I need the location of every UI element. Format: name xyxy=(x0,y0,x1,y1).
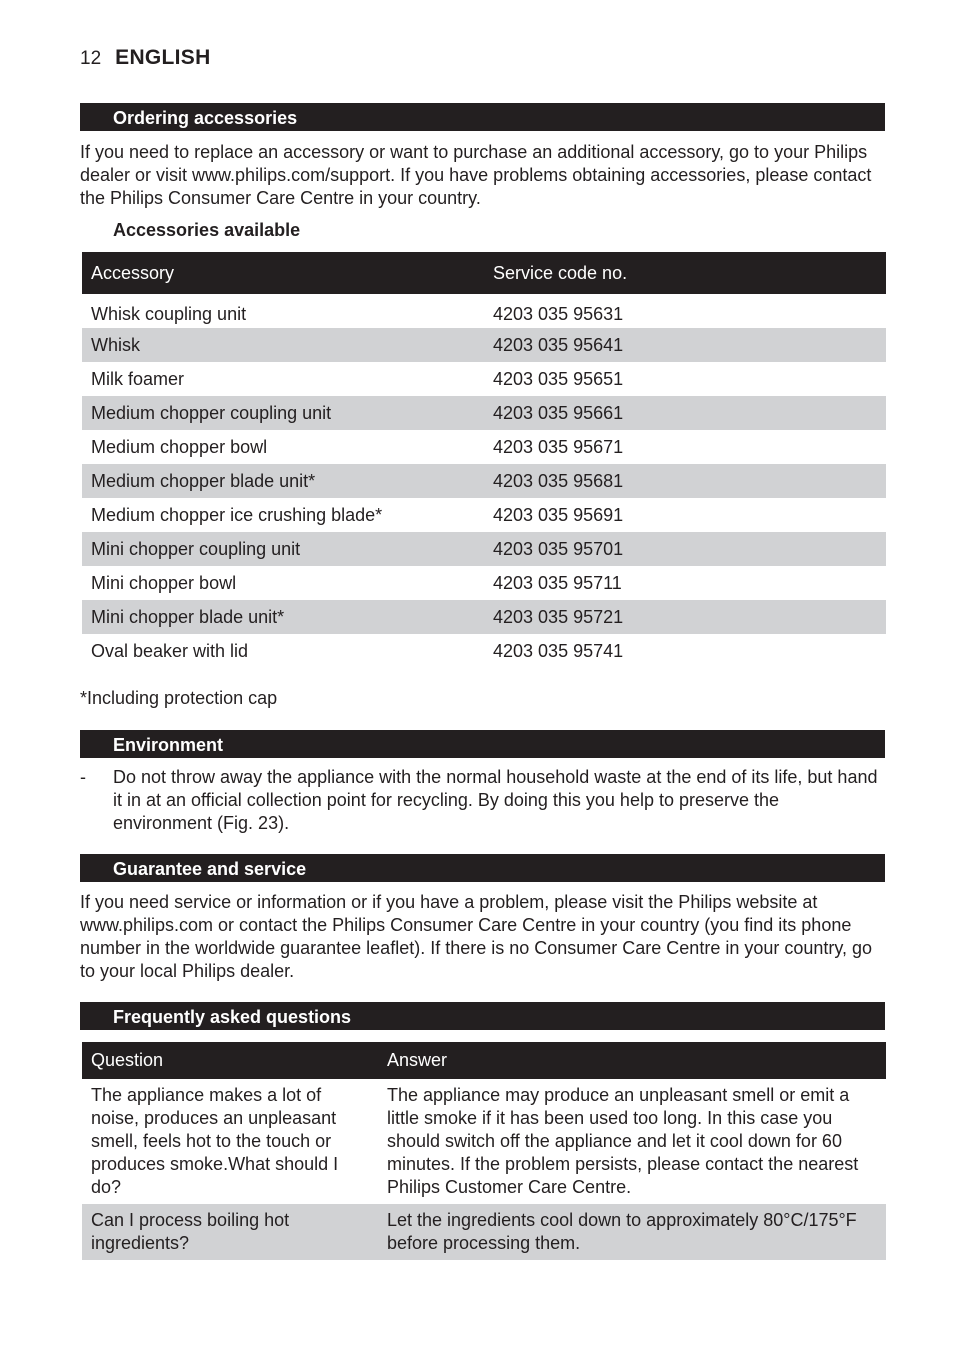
footnote: *Including protection cap xyxy=(80,688,278,708)
faq-table xyxy=(82,1042,886,1260)
section-title-guarantee: Guarantee and service xyxy=(80,854,885,882)
accessory-name: Medium chopper ice crushing blade* xyxy=(91,504,383,525)
table-row xyxy=(82,600,886,634)
table-row xyxy=(82,498,886,532)
table-row xyxy=(82,1204,886,1260)
faq-question: Can I process boiling hot ingredients? xyxy=(82,1204,378,1260)
column-header-accessory: Accessory xyxy=(82,252,484,294)
language-heading: ENGLISH xyxy=(115,46,211,69)
table-row xyxy=(82,396,886,430)
accessory-name: Medium chopper blade unit* xyxy=(82,464,484,498)
service-code: 4203 035 95661 xyxy=(484,396,886,430)
service-code: 4203 035 95681 xyxy=(484,464,886,498)
accessories-subheading: Accessories available xyxy=(113,220,301,240)
accessory-name: Mini chopper bowl xyxy=(91,572,237,593)
section-title-faq: Frequently asked questions xyxy=(80,1002,885,1030)
guarantee-paragraph: If you need service or information or if you have a problem, please visit the Philips website at www.philips.com or contact the Philips Consumer Care Centre in your country (you find its phone number in the worldwide guarantee leaflet). If there is no Consumer Care Centre in your country, go to your local Philips dealer. xyxy=(80,892,873,981)
ordering-paragraph: If you need to replace an accessory or want to purchase an additional accessory, go to your Philips dealer or visit www.philips.com/support. If you have problems obtaining accessories, please contact the Philips Consumer Care Centre in your country. xyxy=(80,142,872,208)
page-number: 12 xyxy=(80,48,102,69)
table-header-row xyxy=(82,252,886,294)
service-code: 4203 035 95691 xyxy=(493,504,624,525)
accessory-name: Oval beaker with lid xyxy=(91,640,249,661)
accessories-table xyxy=(82,252,886,668)
table-row xyxy=(82,294,886,328)
service-code: 4203 035 95721 xyxy=(484,600,886,634)
table-row xyxy=(82,328,886,362)
table-row xyxy=(82,1079,886,1204)
table-row xyxy=(82,566,886,600)
faq-answer: The appliance may produce an unpleasant smell or emit a little smoke if it has been used too long. In this case you should switch off the appliance and let it cool down for 60 minutes. If the problem persists, please contact the nearest Philips Customer Care Centre. xyxy=(387,1085,859,1197)
service-code: 4203 035 95641 xyxy=(484,328,886,362)
environment-text: Do not throw away the appliance with the normal household waste at the end of its life, but hand it in at an official collection point for recycling. By doing this you help to preserve the environment (Fig. 23). xyxy=(113,767,878,833)
accessory-name: Mini chopper blade unit* xyxy=(82,600,484,634)
bullet-dash: - xyxy=(80,767,86,787)
table-header-row xyxy=(82,1042,886,1079)
faq-question: The appliance makes a lot of noise, produces an unpleasant smell, feels hot to the touch or produces smoke.What should I do? xyxy=(91,1085,339,1197)
table-row xyxy=(82,430,886,464)
table-row xyxy=(82,464,886,498)
column-header-question: Question xyxy=(82,1042,378,1079)
accessory-name: Whisk coupling unit xyxy=(91,303,247,324)
accessory-name: Whisk xyxy=(82,328,484,362)
accessory-name: Medium chopper bowl xyxy=(91,436,268,457)
section-title-ordering: Ordering accessories xyxy=(80,103,885,131)
service-code: 4203 035 95741 xyxy=(493,640,624,661)
service-code: 4203 035 95651 xyxy=(493,368,624,389)
section-title-environment: Environment xyxy=(80,730,885,758)
accessory-name: Mini chopper coupling unit xyxy=(82,532,484,566)
page-header xyxy=(80,46,211,70)
accessory-name: Medium chopper coupling unit xyxy=(82,396,484,430)
service-code: 4203 035 95671 xyxy=(493,436,624,457)
service-code: 4203 035 95701 xyxy=(484,532,886,566)
service-code: 4203 035 95631 xyxy=(493,303,624,324)
table-row xyxy=(82,634,886,668)
accessory-name: Milk foamer xyxy=(91,368,185,389)
environment-bullet xyxy=(80,766,880,835)
faq-answer: Let the ingredients cool down to approximately 80°C/175°F before processing them. xyxy=(378,1204,886,1260)
column-header-service-code: Service code no. xyxy=(484,252,886,294)
service-code: 4203 035 95711 xyxy=(493,572,622,593)
table-row xyxy=(82,362,886,396)
table-row xyxy=(82,532,886,566)
column-header-answer: Answer xyxy=(378,1042,886,1079)
